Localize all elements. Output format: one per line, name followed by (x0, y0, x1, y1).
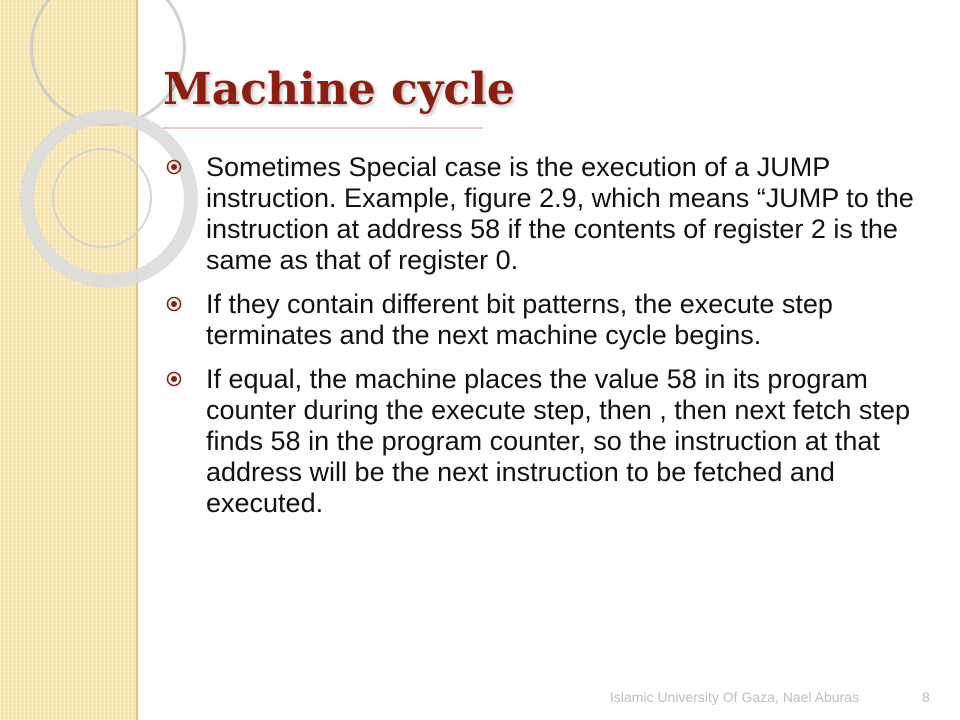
circled-dot-icon (166, 296, 182, 312)
circled-dot-icon (166, 371, 182, 387)
page-number: 8 (922, 689, 930, 705)
bullet-text: Sometimes Special case is the execution of a JUMP instruction. Example, figure 2.9, which means “JUMP to the instruction at address 58 if the contents of register 2 is the same as that of register 0. (206, 152, 914, 275)
bullet-list (164, 152, 934, 532)
slide-title: Machine cycle (163, 64, 515, 115)
bullet-text: If equal, the machine places the value 58 in its program counter during the execute step, then , then next fetch step finds 58 in the program counter, so the instruction at that address will be the next instruction to be fetched and executed. (206, 364, 910, 518)
circled-dot-icon (166, 159, 182, 175)
bullet-item (164, 152, 934, 276)
bullet-text: If they contain different bit patterns, the execute step terminates and the next machine cycle begins. (206, 289, 833, 350)
footer-text: Islamic University Of Gaza, Nael Aburas (610, 689, 859, 705)
bullet-item (164, 364, 934, 519)
decorative-ring (52, 148, 152, 248)
bullet-item (164, 289, 934, 351)
title-underline (163, 127, 483, 129)
